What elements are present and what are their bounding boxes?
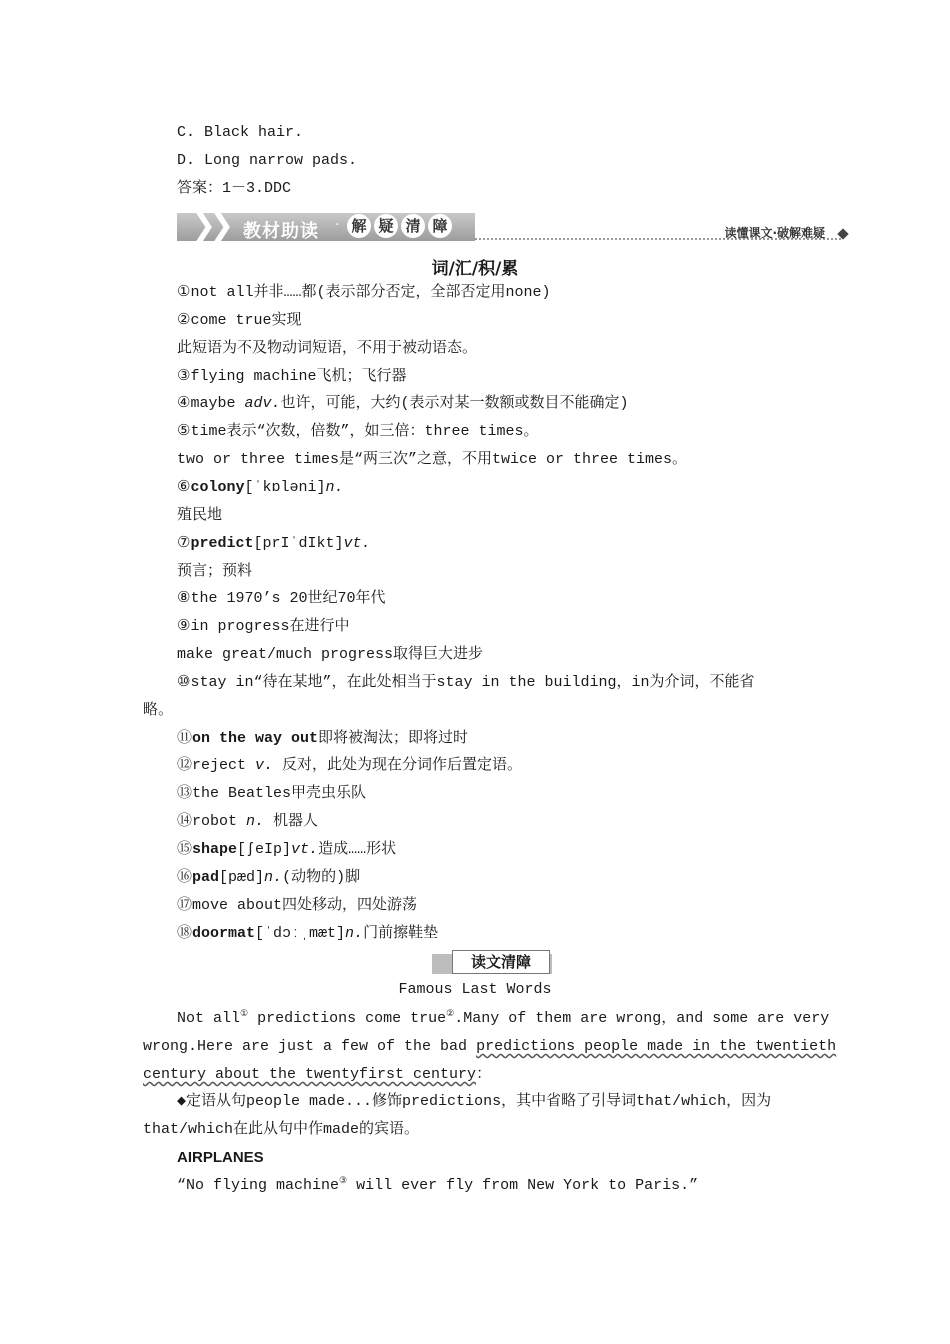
- item-phonetic: [pæd]: [219, 869, 265, 886]
- item-headword: predict: [190, 535, 254, 552]
- item-number: ⑦: [177, 535, 191, 552]
- passage-line-3: century about the twentyfirst century：: [143, 1066, 492, 1083]
- item-headword: pad: [192, 869, 220, 886]
- answer-line: 答案：1－3.DDC: [177, 180, 292, 197]
- vocab-item: [177, 617, 350, 637]
- vocab-note-text: 略。: [143, 702, 174, 719]
- banner-title: 教材助读: [243, 221, 319, 242]
- item-part-of-speech: vt.: [343, 535, 371, 552]
- vocab-note: [177, 339, 477, 359]
- item-term: come true: [190, 312, 272, 329]
- item-meaning: 反对，此处为现在分词作后置定语。: [273, 757, 523, 774]
- item-term: flying machine: [190, 368, 317, 385]
- item-number: ⑱: [177, 925, 193, 942]
- item-meaning: 在进行中: [289, 618, 350, 635]
- passage-line-2: wrong.Here are just a few of the bad predictions people made in the twentieth: [143, 1038, 837, 1055]
- vocab-item: [177, 367, 407, 387]
- vocab-item: [177, 756, 522, 776]
- vocab-item: [177, 812, 318, 832]
- item-number: ⑮: [177, 841, 193, 858]
- passage-line-1: Not all① predictions come true②.Many of them are wrong，and some are very: [177, 1009, 830, 1027]
- item-term: the 1970’s 20: [190, 590, 308, 607]
- banner-circle-chars: [347, 214, 452, 238]
- vocab-note: [177, 645, 483, 665]
- item-number: ⑧: [177, 590, 191, 607]
- banner-dot: ·: [335, 217, 340, 233]
- item-number: ③: [177, 368, 191, 385]
- item-term: stay in: [190, 674, 254, 691]
- item-part-of-speech: n.: [325, 479, 344, 496]
- item-term: not all: [190, 284, 254, 301]
- item-meaning: 即将被淘汰；即将过时: [318, 730, 469, 747]
- item-term: robot: [192, 813, 247, 830]
- item-phonetic: [ʃeIp]: [237, 841, 292, 858]
- grammar-note-2: that/which在此从句中作made的宾语。: [143, 1121, 420, 1138]
- item-meaning: 也许，可能，大约(表示对某一数额或数目不能确定): [280, 395, 629, 412]
- vocab-item: [177, 422, 539, 442]
- vocab-item: [177, 534, 371, 554]
- reading-label-text: 读文清障: [452, 950, 550, 974]
- section-banner: [177, 208, 849, 244]
- banner-char: 障: [428, 214, 452, 238]
- item-term: the Beatles: [192, 785, 292, 802]
- grammar-note-1: ◆定语从句people made...修饰predictions，其中省略了引导词that/which，因为: [177, 1093, 772, 1110]
- item-number: ⑬: [177, 785, 193, 802]
- item-meaning: 并非……都(表示部分否定，全部否定用none): [253, 284, 551, 301]
- item-meaning: 实现: [271, 312, 302, 329]
- item-number: ⑯: [177, 869, 193, 886]
- vocab-note-text: 此短语为不及物动词短语，不用于被动语态。: [177, 340, 478, 357]
- vocab-item: [177, 478, 344, 498]
- item-number: ④: [177, 395, 191, 412]
- item-part-of-speech: v.: [255, 757, 274, 774]
- section-heading-airplanes: AIRPLANES: [177, 1149, 264, 1166]
- vocab-note-text: 预言；预料: [177, 563, 253, 580]
- vocab-item: [177, 673, 755, 693]
- vocab-note: [177, 450, 687, 470]
- vocab-item: [177, 896, 417, 916]
- vocab-note: [143, 701, 173, 721]
- item-meaning: “待在某地”，在此处相当于stay in the building，in为介词，不能省: [253, 674, 755, 691]
- vocab-note-text: two or three times是“两三次”之意，不用twice or three times。: [177, 451, 688, 468]
- item-phonetic: [ˈdɔːˌmæt]: [255, 925, 346, 942]
- item-meaning: 甲壳虫乐队: [291, 785, 367, 802]
- item-term: time: [190, 423, 227, 440]
- quote-line: “No flying machine③ will ever fly from New York to Paris.”: [177, 1176, 699, 1194]
- vocab-item: [177, 840, 396, 860]
- vocab-item: [177, 868, 360, 888]
- item-part-of-speech: vt.: [291, 841, 319, 858]
- item-number: ⑨: [177, 618, 191, 635]
- option-d: D. Long narrow pads.: [177, 152, 358, 169]
- chevron-icon: ❯: [209, 208, 235, 243]
- vocab-note: [177, 506, 222, 526]
- reading-label: [432, 950, 552, 974]
- item-meaning: 机器人: [264, 813, 319, 830]
- item-headword: colony: [190, 479, 245, 496]
- item-meaning: (动物的)脚: [282, 869, 361, 886]
- item-term: reject: [192, 757, 256, 774]
- item-meaning: 门前擦鞋垫: [363, 925, 439, 942]
- item-number: ⑭: [177, 813, 193, 830]
- vocab-heading: 词/汇/积/累: [431, 259, 519, 279]
- vocab-item: [177, 283, 550, 303]
- option-c: C. Black hair.: [177, 124, 304, 141]
- item-term: in progress: [190, 618, 290, 635]
- item-number: ⑩: [177, 674, 191, 691]
- item-part-of-speech: adv.: [244, 395, 281, 412]
- vocab-item: [177, 311, 301, 331]
- vocab-note-text: make great/much progress取得巨大进步: [177, 646, 484, 663]
- passage-title: Famous Last Words: [398, 981, 552, 998]
- item-meaning: 造成……形状: [318, 841, 397, 858]
- item-number: ②: [177, 312, 191, 329]
- banner-char: 疑: [374, 214, 398, 238]
- item-part-of-speech: n.: [345, 925, 364, 942]
- item-meaning: 世纪70年代: [307, 590, 386, 607]
- item-number: ⑰: [177, 897, 193, 914]
- vocab-item: [177, 394, 629, 414]
- item-headword: shape: [192, 841, 238, 858]
- item-meaning: 表示“次数，倍数”，如三倍：three times。: [226, 423, 539, 440]
- item-number: ⑥: [177, 479, 191, 496]
- item-number: ①: [177, 284, 191, 301]
- vocab-item: [177, 784, 366, 804]
- item-term: move about: [192, 897, 283, 914]
- vocab-note-text: 殖民地: [177, 507, 223, 524]
- item-headword: doormat: [192, 925, 256, 942]
- item-phonetic: [ˈkɒləni]: [244, 479, 326, 496]
- item-phonetic: [prIˈdIkt]: [253, 535, 344, 552]
- item-headword: on the way out: [192, 730, 319, 747]
- vocab-item: [177, 729, 468, 749]
- item-part-of-speech: n.: [264, 869, 283, 886]
- chevron-icon: ❯: [191, 208, 217, 243]
- item-meaning: 飞机；飞行器: [316, 368, 407, 385]
- item-number: ⑫: [177, 757, 193, 774]
- item-number: ⑪: [177, 730, 193, 747]
- banner-subtitle: 读懂课文·破解难疑: [724, 226, 825, 240]
- vocab-note: [177, 562, 252, 582]
- vocab-item: [177, 589, 386, 609]
- banner-char: 清: [401, 214, 425, 238]
- item-part-of-speech: n.: [246, 813, 265, 830]
- banner-char: 解: [347, 214, 371, 238]
- vocab-item: [177, 924, 438, 944]
- item-number: ⑤: [177, 423, 191, 440]
- item-meaning: 四处移动，四处游荡: [282, 897, 418, 914]
- item-term: maybe: [190, 395, 245, 412]
